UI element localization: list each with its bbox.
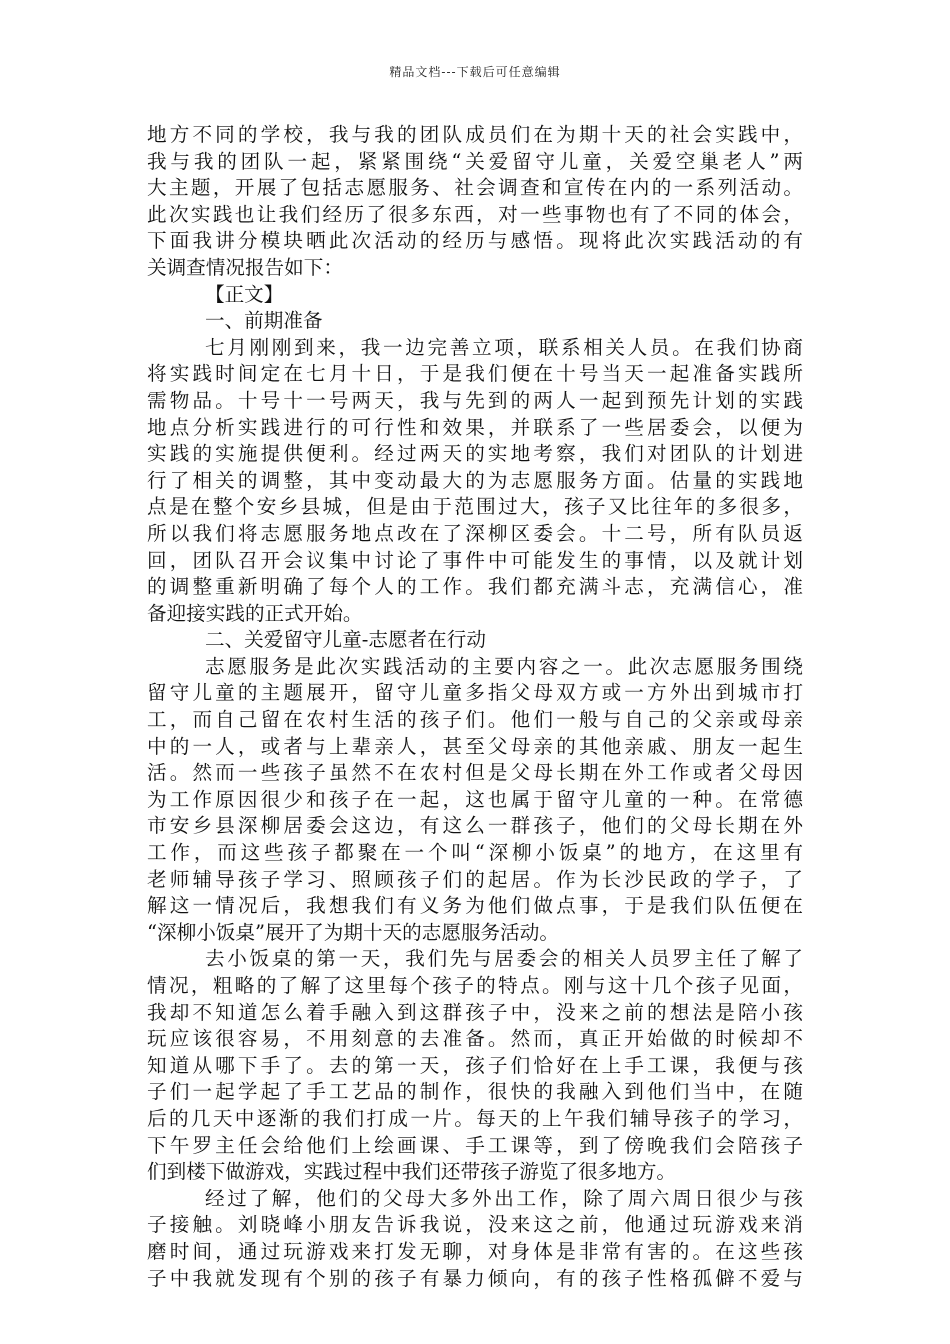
text-line: 下午罗主任会给他们上绘画课、手工课等，到了傍晚我们会陪孩子 <box>147 1133 803 1157</box>
text-line: 我与我的团队一起，紧紧围绕“关爱留守儿童，关爱空巢老人”两 <box>147 149 803 173</box>
text-line: 备迎接实践的正式开始。 <box>147 601 363 625</box>
paragraph-first-line: 经过了解，他们的父母大多外出工作，除了周六周日很少与孩 <box>205 1186 803 1210</box>
text-line: 实践的实施提供便利。经过两天的实地考察，我们对团队的计划进 <box>147 442 803 466</box>
paragraph-first-line: 七月刚刚到来，我一边完善立项，联系相关人员。在我们协商 <box>205 335 803 359</box>
text-line: 们到楼下做游戏，实践过程中我们还带孩子游览了很多地方。 <box>147 1160 677 1184</box>
text-line: 活。然而一些孩子虽然不在农村但是父母长期在外工作或者父母因 <box>147 761 803 785</box>
text-line: 玩应该很容易，不用刻意的去准备。然而，真正开始做的时候却不 <box>147 1027 803 1051</box>
text-line: 下面我讲分模块晒此次活动的经历与感悟。现将此次实践活动的有 <box>147 229 803 253</box>
text-line: 工作，而这些孩子都聚在一个叫“深柳小饭桌”的地方，在这里有 <box>147 841 803 865</box>
text-line: 的调整重新明确了每个人的工作。我们都充满斗志，充满信心，准 <box>147 575 803 599</box>
text-line: 需物品。十号十一号两天，我与先到的两人一起到预先计划的实践 <box>147 388 803 412</box>
section-heading-volunteer: 二、关爱留守儿童-志愿者在行动 <box>205 628 486 652</box>
text-line: 我却不知道怎么着手融入到这群孩子中，没来之前的想法是陪小孩 <box>147 1000 803 1024</box>
text-line: 知道从哪下手了。去的第一天，孩子们恰好在上手工课，我便与孩 <box>147 1053 803 1077</box>
page-header: 精品文档---下载后可任意编辑 <box>389 65 561 79</box>
text-line: 行了相关的调整，其中变动最大的为志愿服务方面。估量的实践地 <box>147 468 803 492</box>
text-line: 子中我就发现有个别的孩子有暴力倾向，有的孩子性格孤僻不爱与 <box>147 1266 803 1290</box>
text-line: 为工作原因很少和孩子在一起，这也属于留守儿童的一种。在常德 <box>147 787 803 811</box>
text-line: 老师辅导孩子学习、照顾孩子们的起居。作为长沙民政的学子，了 <box>147 867 803 891</box>
text-line: 工，而自己留在农村生活的孩子们。他们一般与自己的父亲或母亲 <box>147 708 803 732</box>
text-line: 子接触。刘晓峰小朋友告诉我说，没来这之前，他通过玩游戏来消 <box>147 1213 803 1237</box>
text-line: 点是在整个安乡县城，但是由于范围过大，孩子又比往年的多很多， <box>147 495 803 519</box>
text-line: 市安乡县深柳居委会这边，有这么一群孩子，他们的父母长期在外 <box>147 814 803 838</box>
text-line: 子们一起学起了手工艺品的制作，很快的我融入到他们当中，在随 <box>147 1080 803 1104</box>
text-line: 大主题，开展了包括志愿服务、社会调查和宣传在内的一系列活动。 <box>147 176 803 200</box>
text-line: 此次实践也让我们经历了很多东西，对一些事物也有了不同的体会， <box>147 202 803 226</box>
document-body <box>147 122 803 1292</box>
section-heading-main-text: 【正文】 <box>205 282 284 306</box>
text-line: 磨时间，通过玩游戏来打发无聊，对身体是非常有害的。在这些孩 <box>147 1239 803 1263</box>
text-line: 地方不同的学校，我与我的团队成员们在为期十天的社会实践中， <box>147 123 803 146</box>
text-line: 后的几天中逐渐的我们打成一片。每天的上午我们辅导孩子的学习， <box>147 1106 803 1130</box>
text-line: 中的一人，或者与上辈亲人，甚至父母亲的其他亲戚、朋友一起生 <box>147 734 803 758</box>
section-heading-preparation: 一、前期准备 <box>205 309 323 333</box>
text-line: 回，团队召开会议集中讨论了事件中可能发生的事情，以及就计划 <box>147 548 803 572</box>
text-line: 留守儿童的主题展开，留守儿童多指父母双方或一方外出到城市打 <box>147 681 803 705</box>
text-line: 情况，粗略的了解了这里每个孩子的特点。刚与这十几个孩子见面， <box>147 974 803 997</box>
text-line: “深柳小饭桌”展开了为期十天的志愿服务活动。 <box>147 920 559 944</box>
text-line: 地点分析实践进行的可行性和效果，并联系了一些居委会，以便为 <box>147 415 803 439</box>
text-line: 所以我们将志愿服务地点改在了深柳区委会。十二号，所有队员返 <box>147 521 803 545</box>
paragraph-first-line: 去小饭桌的第一天，我们先与居委会的相关人员罗主任了解了 <box>205 947 803 971</box>
text-line: 解这一情况后，我想我们有义务为他们做点事，于是我们队伍便在 <box>147 894 803 918</box>
text-line: 关调查情况报告如下： <box>147 255 343 279</box>
paragraph-first-line: 志愿服务是此次实践活动的主要内容之一。此次志愿服务围绕 <box>205 654 803 678</box>
text-line: 将实践时间定在七月十日，于是我们便在十号当天一起准备实践所 <box>147 362 803 386</box>
